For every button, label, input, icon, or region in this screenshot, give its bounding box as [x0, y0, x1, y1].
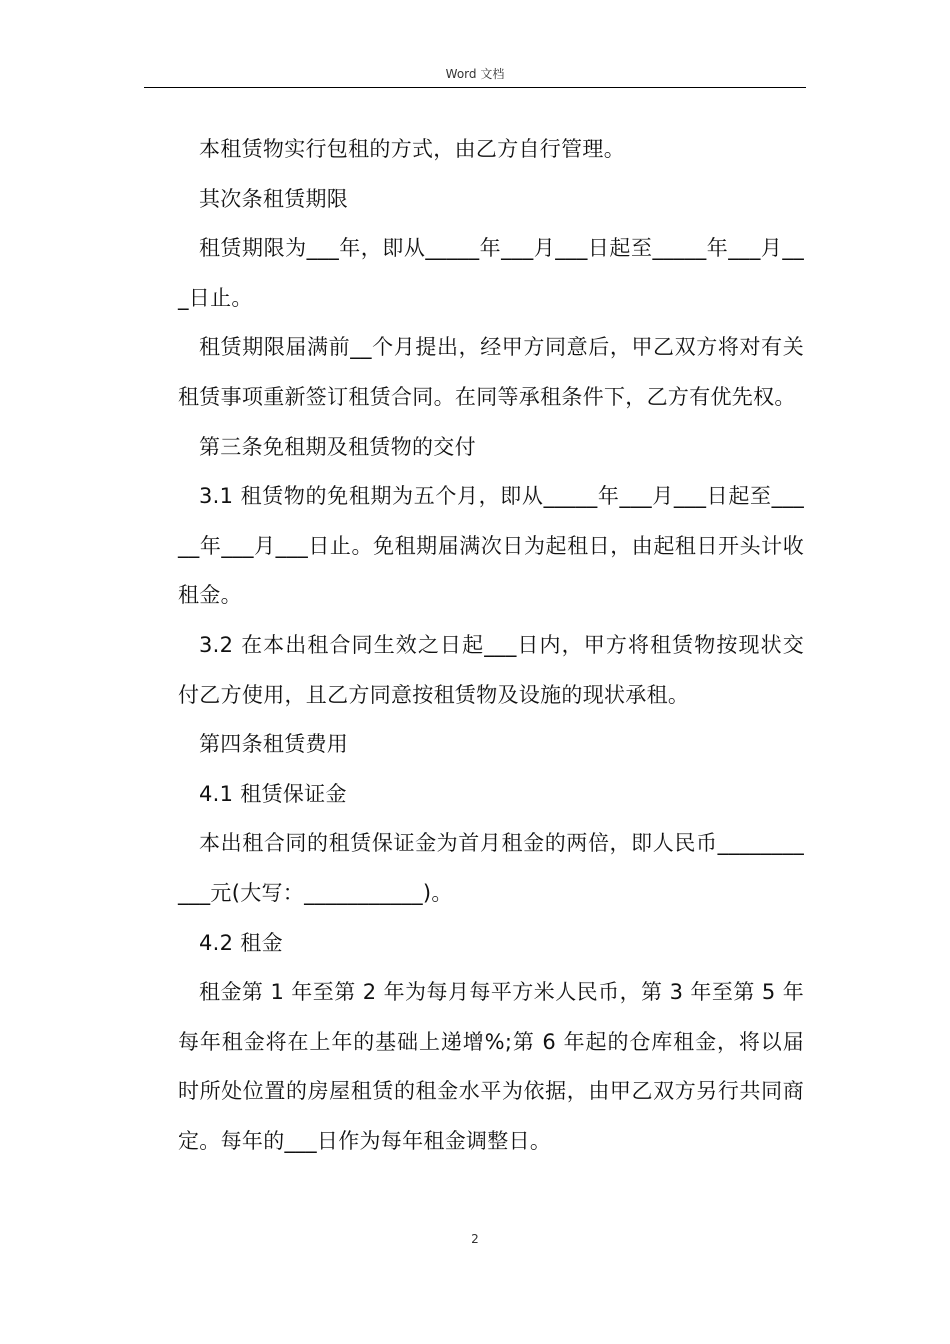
page-header: Word 文档 [445, 67, 505, 81]
document-body [178, 125, 804, 1166]
paragraph-3-1: 3.1 租赁物的免租期为五个月，即从_____年___月___日起至_____年___月___日止。免租期届满次日为起租日，由起租日开头计收租金。 [178, 484, 804, 608]
heading-article-3: 第三条免租期及租赁物的交付 [199, 434, 476, 459]
paragraph-lease-term: 租赁期限为___年，即从_____年___月___日起至_____年___月___日止。 [178, 236, 804, 310]
heading-4-2: 4.2 租金 [199, 930, 283, 955]
paragraph-rent: 租金第 1 年至第 2 年为每月每平方米人民币，第 3 年至第 5 年每年租金将在上年的基础上递增%;第 6 年起的仓库租金，将以届时所处位置的房屋租赁的租金水平为依据，由甲乙双方另行共同商定。每年的___日作为每年租金调整日。 [178, 980, 804, 1153]
paragraph-lease-renewal: 租赁期限届满前__个月提出，经甲方同意后，甲乙双方将对有关租赁事项重新签订租赁合同。在同等承租条件下，乙方有优先权。 [178, 335, 804, 409]
page-number: 2 [471, 1232, 479, 1246]
paragraph-lease-method: 本租赁物实行包租的方式，由乙方自行管理。 [199, 137, 625, 161]
heading-article-4: 第四条租赁费用 [199, 732, 349, 757]
paragraph-3-2: 3.2 在本出租合同生效之日起___日内，甲方将租赁物按现状交付乙方使用，且乙方同意按租赁物及设施的现状承租。 [178, 632, 804, 707]
header-divider [144, 87, 806, 88]
paragraph-deposit: 本出租合同的租赁保证金为首月租金的两倍，即人民币___________元(大写：___________)。 [178, 831, 804, 905]
heading-article-2: 其次条租赁期限 [199, 186, 349, 211]
heading-4-1: 4.1 租赁保证金 [199, 781, 347, 806]
